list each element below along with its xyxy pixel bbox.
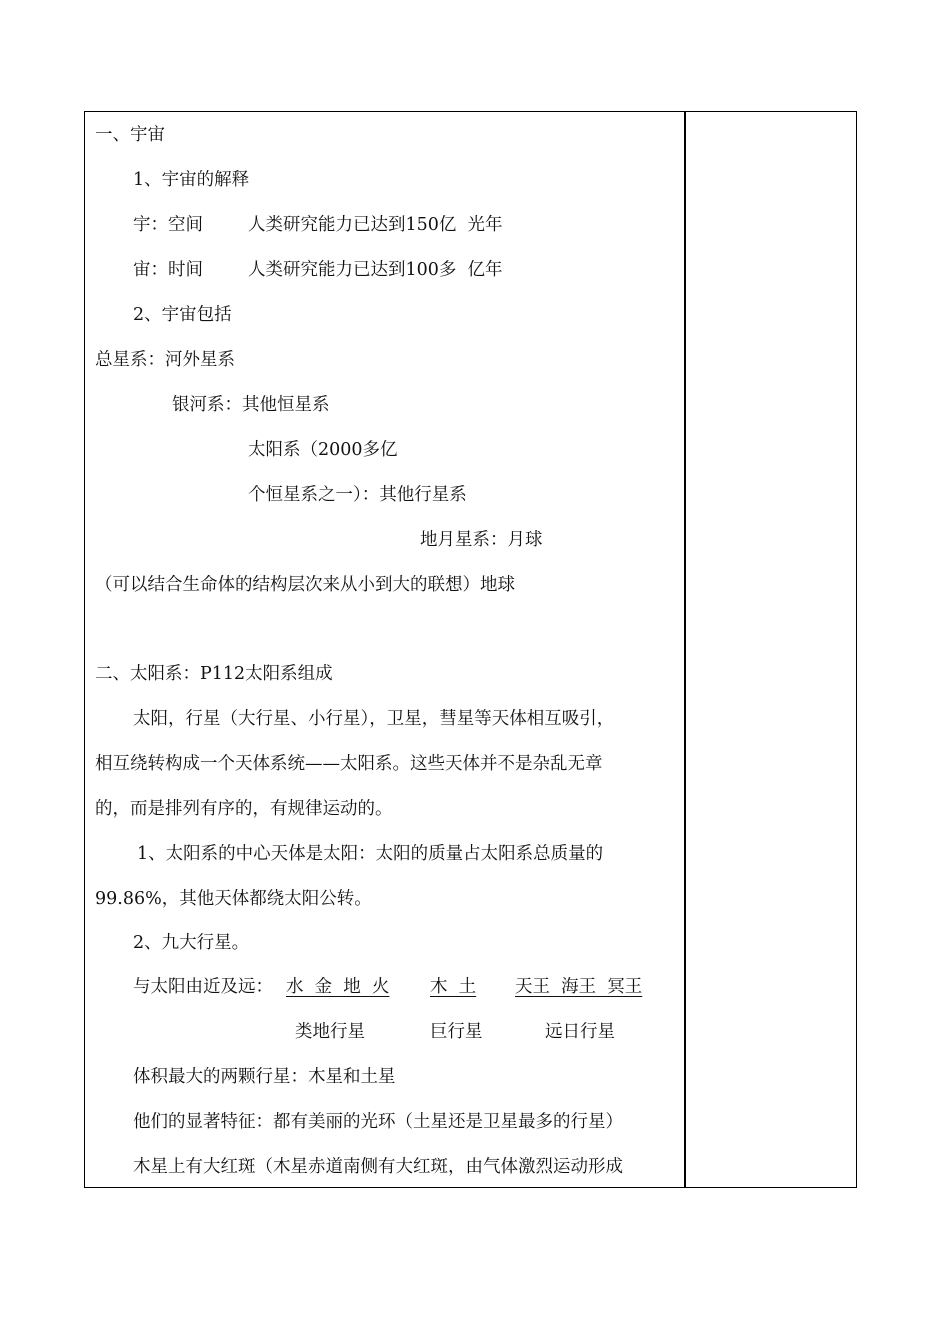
- terrestrial-planets-list: 水 金 地 火: [286, 977, 390, 997]
- outer-planets-caption: 远日行星: [545, 1022, 615, 1042]
- giant-planets-caption: 巨行星: [430, 1022, 483, 1042]
- text-line: 地月星系：月球: [420, 530, 543, 550]
- paragraph-line: 99.86%，其他天体都绕太阳公转。: [95, 889, 372, 909]
- text-line: 银河系：其他恒星系: [172, 395, 330, 415]
- terrestrial-planets-caption: 类地行星: [295, 1022, 365, 1042]
- paragraph-line: 的，而是排列有序的，有规律运动的。: [95, 799, 393, 819]
- heading-universe: 一、宇宙: [95, 125, 165, 145]
- text-line: 人类研究能力已达到100多 亿年: [248, 260, 503, 280]
- outer-planets-list: 天王 海王 冥王: [515, 977, 643, 997]
- planet-order-label: 与太阳由近及远：: [133, 977, 273, 997]
- giant-planets-list: 木 土: [430, 977, 477, 997]
- text-line: 个恒星系之一）：其他行星系: [248, 485, 467, 505]
- text-line: 宙：时间: [133, 260, 203, 280]
- subheading-universe-explanation: 1、宇宙的解释: [133, 170, 250, 190]
- paragraph-line: 太阳，行星（大行星、小行星），卫星，彗星等天体相互吸引，: [133, 709, 615, 729]
- paragraph-line: 相互绕转构成一个天体系统——太阳系。这些天体并不是杂乱无章: [95, 754, 603, 774]
- paragraph-line: 1、太阳系的中心天体是太阳：太阳的质量占太阳系总质量的: [137, 844, 604, 864]
- text-line: 太阳系（2000多亿: [248, 440, 398, 460]
- paragraph-line: 木星上有大红斑（木星赤道南侧有大红斑，由气体激烈运动形成: [133, 1157, 623, 1177]
- column-divider: [684, 111, 686, 1188]
- text-line: 总星系：河外星系: [95, 350, 235, 370]
- subheading-universe-includes: 2、宇宙包括: [133, 305, 232, 325]
- text-line: 人类研究能力已达到150亿 光年: [248, 215, 503, 235]
- heading-solar-system: 二、太阳系：P112太阳系组成: [95, 664, 333, 684]
- paragraph-line: 体积最大的两颗行星：木星和土星: [133, 1067, 396, 1087]
- text-line: （可以结合生命体的结构层次来从小到大的联想）地球: [95, 575, 515, 595]
- subheading-nine-planets: 2、九大行星。: [133, 933, 250, 953]
- text-line: 宇：空间: [133, 215, 203, 235]
- paragraph-line: 他们的显著特征：都有美丽的光环（土星还是卫星最多的行星）: [133, 1112, 623, 1132]
